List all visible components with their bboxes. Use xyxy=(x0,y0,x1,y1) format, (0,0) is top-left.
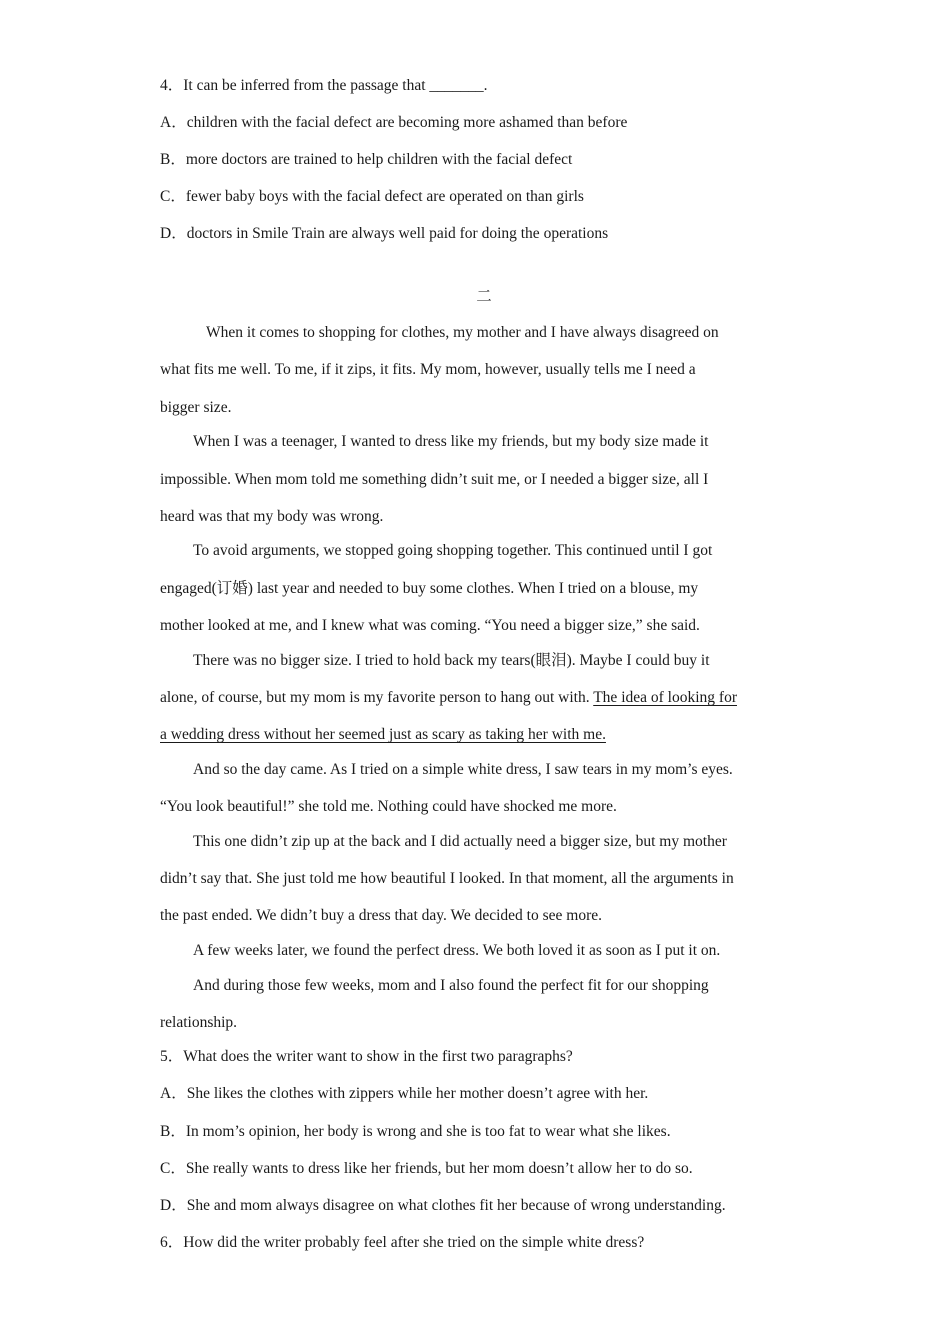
passage-p8-line1: And during those few weeks, mom and I also found the perfect fit for our shopping xyxy=(193,977,709,994)
passage-p2-line3: heard was that my body was wrong. xyxy=(160,508,384,525)
passage-p6-line3: the past ended. We didn’t buy a dress that day. We decided to see more. xyxy=(160,907,602,924)
section-heading: 二 xyxy=(476,288,492,305)
q5-option-b: B．In mom’s opinion, her body is wrong and she is too fat to wear what she likes. xyxy=(160,1123,671,1140)
passage-p4-line2-plain: alone, of course, but my mom is my favorite person to hang out with. xyxy=(160,689,594,706)
passage-p2-line2: impossible. When mom told me something didn’t suit me, or I needed a bigger size, all I xyxy=(160,471,709,488)
passage-p4-line1: There was no bigger size. I tried to hold back my tears(眼泪). Maybe I could buy it xyxy=(193,652,710,669)
passage-p3-line2: engaged(订婚) last year and needed to buy some clothes. When I tried on a blouse, my xyxy=(160,580,699,597)
passage-p7: A few weeks later, we found the perfect dress. We both loved it as soon as I put it on. xyxy=(193,942,721,959)
passage-p5-line2: “You look beautiful!” she told me. Nothing could have shocked me more. xyxy=(160,798,617,815)
passage-p2-line1: When I was a teenager, I wanted to dress like my friends, but my body size made it xyxy=(193,433,709,450)
q5-option-c: C．She really wants to dress like her friends, but her mom doesn’t allow her to do so. xyxy=(160,1160,693,1177)
passage-p3-line3: mother looked at me, and I knew what was coming. “You need a bigger size,” she said. xyxy=(160,617,700,634)
q5-option-d: D．She and mom always disagree on what clothes fit her because of wrong understanding. xyxy=(160,1197,726,1214)
passage-p3-line1: To avoid arguments, we stopped going shopping together. This continued until I got xyxy=(193,542,713,559)
q4-option-b: B．more doctors are trained to help children with the facial defect xyxy=(160,151,573,168)
passage-p4-line2 xyxy=(160,688,737,708)
passage-p1-line1: When it comes to shopping for clothes, my mother and I have always disagreed on xyxy=(206,324,719,341)
q4-option-c: C．fewer baby boys with the facial defect are operated on than girls xyxy=(160,188,584,205)
q5-stem: 5．What does the writer want to show in the first two paragraphs? xyxy=(160,1048,573,1065)
passage-p6-line2: didn’t say that. She just told me how beautiful I looked. In that moment, all the arguments in xyxy=(160,870,734,887)
passage-p6-line1: This one didn’t zip up at the back and I did actually need a bigger size, but my mother xyxy=(193,833,727,850)
passage-p5-line1: And so the day came. As I tried on a simple white dress, I saw tears in my mom’s eyes. xyxy=(193,761,733,778)
q4-option-a: A．children with the facial defect are becoming more ashamed than before xyxy=(160,114,628,131)
underlined-sentence-part1: The idea of looking for xyxy=(593,689,737,706)
passage-p8-line2: relationship. xyxy=(160,1014,238,1031)
q6-stem: 6．How did the writer probably feel after she tried on the simple white dress? xyxy=(160,1234,645,1251)
q4-option-d: D．doctors in Smile Train are always well paid for doing the operations xyxy=(160,225,609,242)
underlined-sentence-part2: a wedding dress without her seemed just as scary as taking her with me. xyxy=(160,726,606,743)
q5-option-a: A．She likes the clothes with zippers while her mother doesn’t agree with her. xyxy=(160,1085,649,1102)
passage-p1-line3: bigger size. xyxy=(160,399,232,416)
q4-stem: 4．It can be inferred from the passage that _______. xyxy=(160,77,488,94)
passage-p1-line2: what fits me well. To me, if it zips, it fits. My mom, however, usually tells me I need a xyxy=(160,361,696,378)
